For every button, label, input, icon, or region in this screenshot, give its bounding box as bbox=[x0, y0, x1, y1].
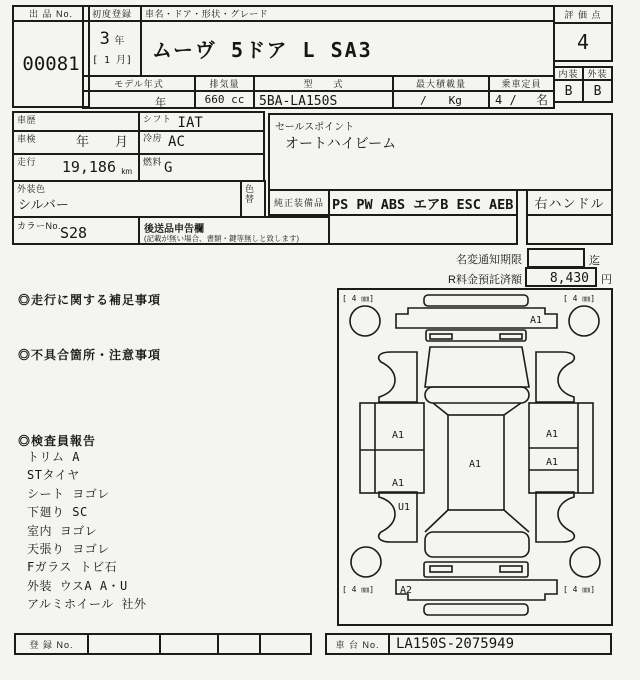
car-diagram bbox=[339, 290, 611, 624]
wheel-rear-right-icon bbox=[570, 547, 600, 577]
color-no-value: S28 bbox=[60, 224, 88, 242]
inspection-label: 車検 bbox=[17, 134, 37, 144]
fender-rear-left-shape bbox=[379, 492, 417, 542]
mileage-value: 19,186 bbox=[61, 158, 116, 176]
equipment-value bbox=[328, 189, 518, 216]
taillight-left-icon bbox=[430, 566, 452, 572]
lot-number-value bbox=[12, 20, 90, 108]
name-change-label: 名変通知期限 bbox=[456, 254, 522, 266]
aircon-label: 冷房 bbox=[143, 133, 163, 143]
aircon-cell bbox=[138, 130, 265, 155]
recycle-fee-value: 8,430 bbox=[549, 271, 589, 286]
equipment-extra-cell bbox=[328, 214, 518, 245]
fender-front-left-shape bbox=[379, 352, 417, 402]
inspector-item: 室内 ヨゴレ bbox=[27, 523, 98, 538]
max-load-text: / Kg bbox=[420, 93, 462, 107]
tire-depth-front-right: [ 4 ㎜] bbox=[563, 294, 596, 303]
tire-depth-front-left: [ 4 ㎜] bbox=[342, 294, 375, 303]
mark-left-front-door: A1 bbox=[392, 430, 405, 441]
mark-roof: A1 bbox=[469, 459, 482, 470]
sales-point-label: セールスポイント bbox=[275, 122, 355, 133]
color-no-cell bbox=[12, 216, 140, 245]
grade-value bbox=[553, 22, 613, 62]
first-registration-label: 初度登録 bbox=[82, 5, 142, 22]
later-goods-note: (記載が無い場合、書類・鍵等無しと致します) bbox=[144, 234, 299, 243]
lot-number-text: 00081 bbox=[22, 53, 80, 75]
body-color-value: シルバー bbox=[18, 198, 69, 213]
color-no-label: カラーNo. bbox=[17, 221, 62, 231]
fender-rear-right-shape bbox=[536, 492, 574, 542]
rear-pillar-lines bbox=[425, 510, 529, 532]
reg-divider bbox=[259, 635, 261, 653]
mark-right-front-door: A1 bbox=[546, 429, 559, 440]
wheel-rear-left-icon bbox=[351, 547, 381, 577]
grade-text: 4 bbox=[576, 30, 590, 54]
shift-value: IAT bbox=[177, 115, 203, 131]
defects-title: ◎不具合箇所・注意事項 bbox=[18, 348, 162, 362]
chassis-no-label: 車 台 No. bbox=[325, 633, 390, 655]
body-color-label: 外装色 bbox=[17, 184, 46, 194]
mark-rear-bumper: A2 bbox=[400, 585, 413, 596]
equipment-label: 純正装備品 bbox=[268, 189, 330, 216]
rear-bumper-shape bbox=[396, 580, 557, 600]
shift-label: シフト bbox=[143, 114, 172, 124]
sales-point-cell bbox=[268, 113, 613, 191]
history-cell: 車歴 bbox=[12, 111, 140, 132]
mileage-notes-title: ◎走行に関する補足事項 bbox=[18, 293, 162, 307]
reg-divider bbox=[217, 635, 219, 653]
vehicle-name-text: ムーヴ 5ドア L SA3 bbox=[152, 38, 373, 62]
registration-no-label: 登 録 No. bbox=[16, 635, 89, 653]
headlight-right-icon bbox=[500, 334, 522, 339]
shift-cell bbox=[138, 111, 265, 132]
exterior-grade-label: 外装 bbox=[582, 66, 613, 81]
displacement-label: 排気量 bbox=[194, 75, 255, 92]
inspection-cell bbox=[12, 130, 140, 155]
model-year-value bbox=[82, 90, 196, 109]
recycle-fee-box bbox=[525, 267, 597, 287]
windshield-shape bbox=[425, 387, 529, 403]
inspector-item: STタイヤ bbox=[27, 468, 80, 483]
exterior-grade-text: B bbox=[593, 83, 602, 99]
handle-cell bbox=[526, 189, 613, 216]
mark-front-bumper: A1 bbox=[530, 315, 543, 326]
max-load-label: 最大積載量 bbox=[392, 75, 490, 92]
later-goods-cell bbox=[138, 216, 330, 245]
capacity-value bbox=[488, 90, 555, 109]
inspector-report-list bbox=[27, 448, 147, 614]
chassis-no-box bbox=[388, 633, 612, 655]
recycle-fee-label: R料金預託済額 bbox=[448, 274, 522, 286]
handle-text: 右ハンドル bbox=[534, 196, 605, 211]
chassis-no-value: LA150S-2075949 bbox=[396, 636, 515, 652]
model-year-text: 年 bbox=[155, 97, 166, 109]
grade-label: 評 価 点 bbox=[553, 5, 613, 24]
exterior-grade-value bbox=[582, 79, 613, 103]
name-change-suffix: 迄 bbox=[589, 255, 600, 267]
rear-deck-shape bbox=[425, 532, 529, 557]
fuel-label: 燃料 bbox=[143, 157, 163, 167]
interior-grade-value bbox=[553, 79, 584, 103]
fuel-value: G bbox=[164, 160, 173, 176]
front-top-strip bbox=[424, 295, 528, 306]
interior-grade-text: B bbox=[564, 83, 573, 99]
tire-depth-rear-left: [ 4 ㎜] bbox=[342, 585, 375, 594]
mileage-label: 走行 bbox=[17, 157, 37, 167]
vehicle-name-label: 車名・ドア・形状・グレード bbox=[140, 5, 555, 22]
tire-depth-rear-right: [ 4 ㎜] bbox=[563, 585, 596, 594]
color-change-cell: 色替 bbox=[240, 180, 266, 218]
inspector-item: 下廻り SC bbox=[27, 505, 88, 520]
mark-right-rear-door: A1 bbox=[546, 457, 559, 468]
mileage-cell bbox=[12, 153, 140, 182]
max-load-value bbox=[392, 90, 490, 109]
displacement-text: 660 cc bbox=[204, 93, 245, 106]
inspector-item: アルミホイール 社外 bbox=[27, 597, 147, 612]
model-code-value bbox=[253, 90, 394, 109]
first-reg-year: 3 bbox=[99, 29, 110, 49]
inspector-item: シート ヨゴレ bbox=[27, 486, 110, 501]
mark-left-rear-door: A1 bbox=[392, 478, 405, 489]
handle-extra-cell bbox=[526, 214, 613, 245]
later-goods-label: 後送品申告欄 bbox=[144, 224, 204, 235]
body-color-cell bbox=[12, 180, 242, 218]
damage-diagram-box bbox=[337, 288, 613, 626]
mileage-unit: km bbox=[121, 167, 132, 176]
first-registration-value bbox=[82, 20, 142, 77]
wheel-front-left-icon bbox=[350, 306, 380, 336]
inspector-item: 外装 ウスA A・U bbox=[27, 578, 128, 593]
aircon-value: AC bbox=[168, 134, 185, 150]
rear-bottom-strip bbox=[424, 604, 528, 615]
interior-grade-label: 内装 bbox=[553, 66, 584, 81]
fender-front-right-shape bbox=[536, 352, 574, 402]
inspector-item: トリム A bbox=[27, 450, 80, 464]
inspection-value: 年 月 bbox=[75, 134, 128, 149]
reg-divider bbox=[159, 635, 161, 653]
first-reg-month: [ 1 月] bbox=[91, 55, 133, 66]
right-side-dividers bbox=[529, 403, 578, 493]
sales-point-value: オートハイビーム bbox=[285, 136, 397, 152]
pillar-lines bbox=[433, 403, 521, 415]
inspector-report-title: ◎検査員報告 bbox=[18, 434, 97, 448]
lot-number-label: 出 品 No. bbox=[12, 5, 90, 22]
mark-left-quarter: U1 bbox=[398, 502, 411, 513]
capacity-label: 乗車定員 bbox=[488, 75, 555, 92]
name-change-box bbox=[527, 248, 585, 268]
headlight-left-icon bbox=[430, 334, 452, 339]
model-year-label: モデル年式 bbox=[82, 75, 196, 92]
fuel-cell bbox=[138, 153, 265, 182]
equipment-text: PS PW ABS エアB ESC AEB bbox=[332, 196, 514, 213]
model-code-text: 5BA-LA150S bbox=[259, 94, 338, 109]
wheel-front-right-icon bbox=[569, 306, 599, 336]
inspector-item: 天張り ヨゴレ bbox=[27, 542, 110, 557]
capacity-text: 4 / 名 bbox=[495, 93, 548, 107]
recycle-fee-unit: 円 bbox=[601, 274, 612, 286]
displacement-value bbox=[194, 90, 255, 109]
vehicle-name-value bbox=[140, 20, 555, 77]
taillight-right-icon bbox=[500, 566, 522, 572]
registration-no-box bbox=[14, 633, 312, 655]
rear-lights-strip bbox=[424, 562, 528, 577]
inspector-item: Fガラス トビ石 bbox=[27, 560, 118, 575]
first-reg-year-unit: 年 bbox=[114, 36, 125, 47]
model-code-label: 型 式 bbox=[253, 75, 394, 92]
hood-shape bbox=[425, 347, 529, 387]
